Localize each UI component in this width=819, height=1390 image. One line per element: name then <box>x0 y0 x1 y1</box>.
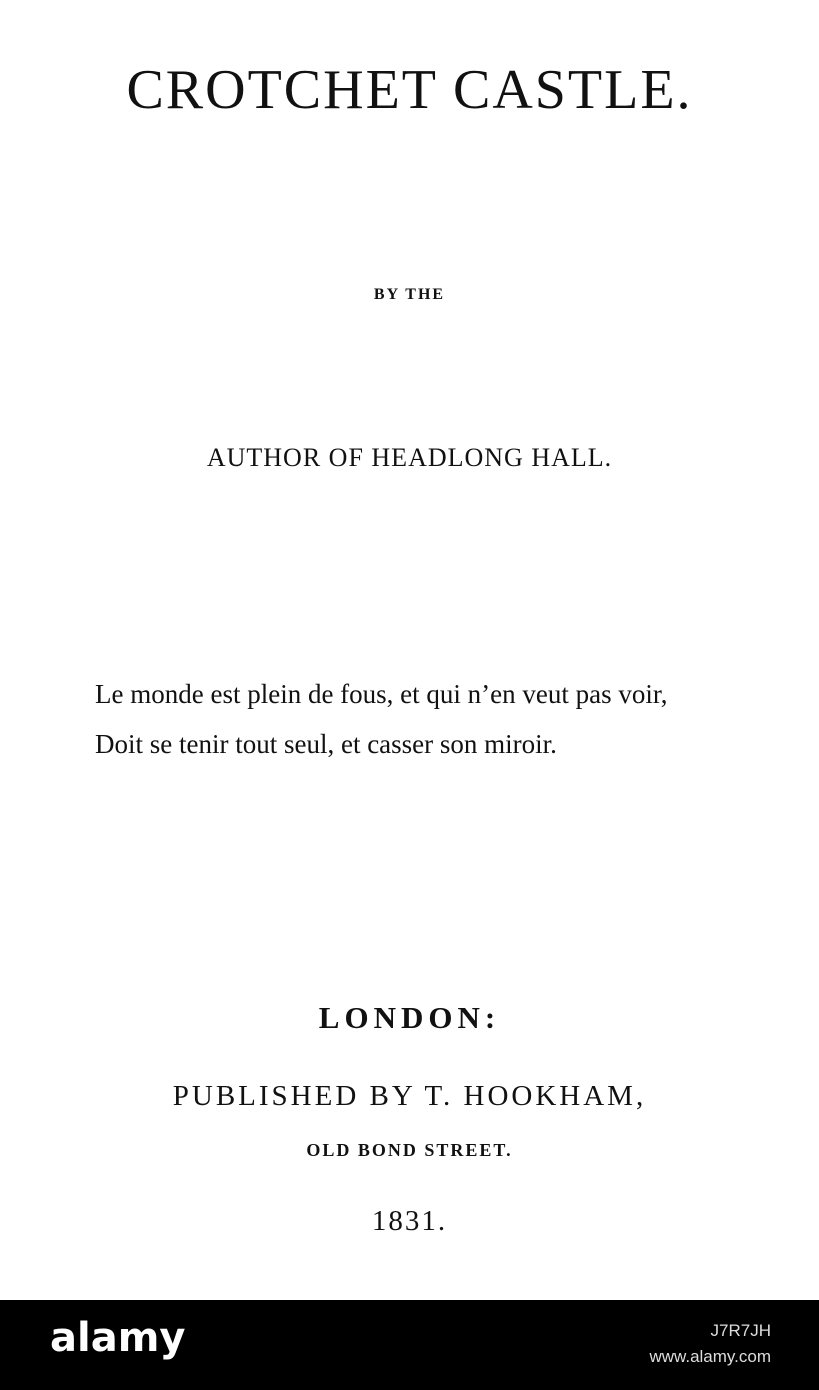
publication-year: 1831. <box>371 1205 448 1237</box>
watermark-banner <box>0 1300 819 1390</box>
book-title: CROTCHET CASTLE. <box>126 59 693 121</box>
alamy-logo: alamy <box>50 1315 186 1361</box>
site-url: www.alamy.com <box>649 1347 771 1366</box>
publisher-line: PUBLISHED BY T. HOOKHAM, <box>172 1080 647 1112</box>
publisher-address: OLD BOND STREET. <box>306 1140 513 1160</box>
author-line: AUTHOR OF HEADLONG HALL. <box>206 443 613 472</box>
byline-prefix: BY THE <box>373 286 446 303</box>
epigraph <box>95 669 795 769</box>
epigraph-line: Le monde est plein de fous, et qui n’en veut pas voir, <box>95 679 668 709</box>
epigraph-line: Doit se tenir tout seul, et casser son miroir. <box>95 729 557 759</box>
image-id: J7R7JH <box>710 1321 771 1340</box>
publication-place: LONDON: <box>318 1000 501 1035</box>
